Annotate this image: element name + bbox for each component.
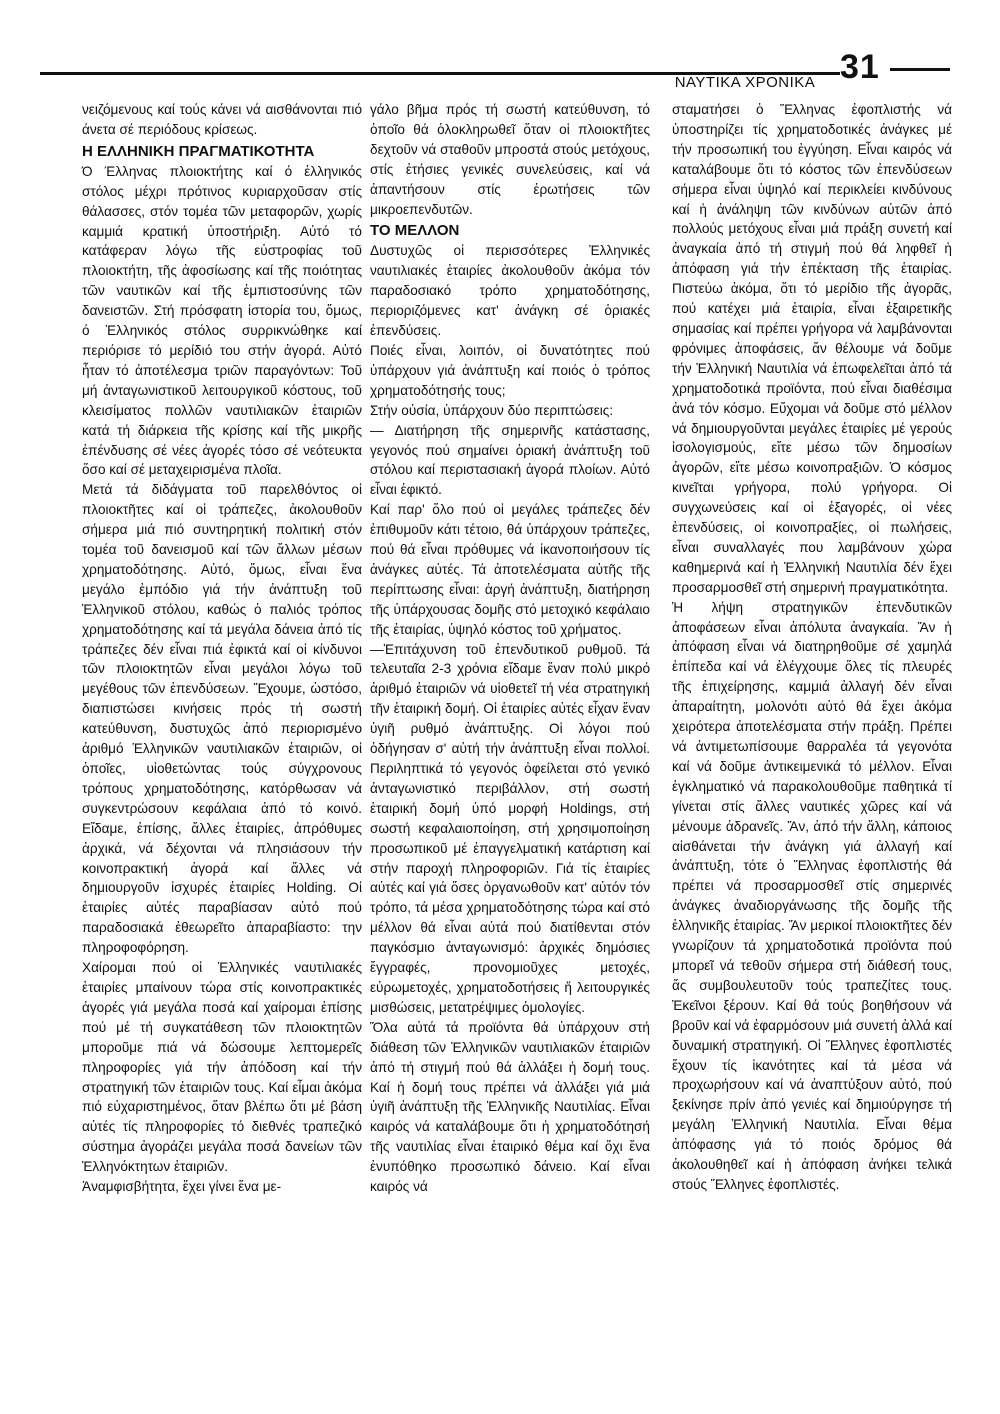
header-rule-right xyxy=(890,68,950,71)
section-heading-future: ΤΟ ΜΕΛΛΟΝ xyxy=(370,222,460,240)
paragraph: νειζόμενους καί τούς κάνει νά αισθάνονται πιό άνετα σέ περιόδους κρίσεως. xyxy=(82,102,362,137)
paragraph: —Ἐπιτάχυνση τοῦ ἐπενδυτικοῦ ρυθμοῦ. Τά τελευταῖα 2-3 χρόνια εἴδαμε ἕναν πολύ μικρό ἀριθμό ἑταιριῶν νά υἱοθετεῖ τή νέα στρατηγική τῆν ἑταιρική δομή. Οἱ ἑταιρίες αὐτές εἶχαν ἕναν ὑγιῆ ρυθμό ἀνάπτυξης. Οἱ λόγοι πού ὁδήγησαν σ' αὐτή τήν ἀνάπτυξη εἶναι πολλοί. Περιληπτικά τό γεγονός ὀφείλεται στό γενικό ἀνταγωνιστικό περιβάλλον, στή σωστή ἑταιρική δομή ὑπό μορφή Holdings, στή σωστή κεφαλαιοποίηση, στή χρησιμοποίηση προσωπικοῦ μέ ἐπαγγελματική κατάρτιση καί στήν παροχή πληροφοριῶν. Γιά τίς ἑταιρίες αὐτές καί γιά ὅσες ὀργανωθοῦν κατ' αὐτόν τόν τρόπο, τά μέσα χρηματοδότησης τώρα καί στό μέλλον θά εἶναι αὐτά πού διατίθενται στόν παγκόσμιο ἀνταγωνισμό: ἀρχικές δημόσιες ἔγγραφές, προνομιοῦχες μετοχές, εὐρωμετοχές, χρηματοδοτήσεις ἤ λειτουργικές μισθώσεις, μετατρέψιμες ὁμολογίες. xyxy=(370,641,650,1015)
paragraph: Καί παρ' ὅλο πού οἱ μεγάλες τράπεζες δέν ἐπιθυμοῦν κάτι τέτοιο, θά ὑπάρχουν τράπεζες, πού θά εἶναι πρόθυμες νά ἱκανοποιήσουν τίς ἀνάγκες αὐτές. Τά ἀποτελέσματα αὐτῆς τῆς περίπτωσης εἶναι: ἀργή ἀνάπτυξη, διατήρηση τῆς ὑπάρχουσας δομῆς στό μετοχικό κεφάλαιο τῆς ἑταιρίας, ὑψηλό κόστος τοῦ χρήματος. xyxy=(370,502,650,637)
paragraph: Στήν οὐσία, ὑπάρχουν δύο περιπτώσεις: xyxy=(370,402,614,418)
paragraph: Μετά τά διδάγματα τοῦ παρελθόντος οἱ πλοιοκτῆτες καί οἱ τράπεζες, ἀκολουθοῦν σήμερα μιά πιό συντηρητική πολιτική στόν τομέα τοῦ δανεισμοῦ καί τῶν ἄλλων μέσων χρηματοδότησης. Αὐτό, ὅμως, εἶναι ἕνα μεγάλο ἐμπόδιο γιά τήν ἀνάπτυξη τοῦ Ἑλληνικοῦ στόλου, καθώς ὁ παλιός τρόπος χρηματοδότησης καί τά μεγάλα δάνεια ἀπό τίς τράπεζες δέν εἶναι πιά ἐφικτά καί οἱ κίνδυνοι τῶν πλοιοκτητῶν εἶναι μεγάλοι λόγω τοῦ μεγέθους τῶν ἐπενδύσεων. Ἔχουμε, ὡστόσο, διαπιστώσει κινήσεις πρός τή σωστή κατεύθυνση, δυστυχῶς ἀπό περιορισμένο ἀριθμό Ἑλληνικῶν ναυτιλιακῶν ἑταιριῶν, οἱ ὁποῖες, υἱοθετώντας τούς σύγχρονους τρόπους χρηματοδότησης, κατόρθωσαν νά συγκεντρώσουν κεφάλαια ἀπό τό κοινό. Εἴδαμε, ἐπίσης, ἄλλες ἑταιρίες, ἀπρόθυμες ἀρχικά, νά δέχονται νά πλησιάσουν τήν κοινοπρακτική ἀγορά καί ἄλλες νά δημιουργοῦν ἰσχυρές ἑταιρίες Holding. Οἱ ἑταιρίες αὐτές παραβίασαν αὐτό πού παραδοσιακά ἐθεωρεῖτο ἀπαραβίαστο: την πληροφοφόρηση. xyxy=(82,482,362,956)
paragraph: Ἡ λήψη στρατηγικῶν ἐπενδυτικῶν ἀποφάσεων εἶναι ἀπόλυτα ἀναγκαία. Ἄν ἡ ἀπόφαση εἶναι νά διατηρηθοῦμε σέ χαμηλά ἐπίπεδα καί νά ἐλέγχουμε ὅλες τίς πλευρές τῆς ἐπιχείρησης, καμμιά ἀλλαγή δέν εἶναι ἀπαραίτητη, μολονότι αὐτό θά ἔχει ἀκόμα χειρότερα ἀποτελέσματα στήν πράξη. Πρέπει νά ἀντιμετωπίσουμε θαρραλέα τά γεγονότα καί νά δοῦμε ἀντικειμενικά τό μέλλον. Εἶναι ἐγκληματικό νά παρακολουθοῦμε παθητικά τί γίνεται στίς ἄλλες ναυτικές χῶρες καί νά μένουμε ἀδρανεῖς. Ἄν, ἀπό τήν ἄλλη, κάποιος αἰσθάνεται τήν ἀνάγκη γιά ἀλλαγή καί ἀνάπτυξη, τότε ὁ Ἕλληνας ἐφοπλιστής θά πρέπει νά προσαρμοσθεῖ στίς σημερινές ἀνάγκες ἀναδιοργάνωσης τῆς δομῆς τῆς ἑλληνικῆς ἑταιρίας. Ἄν μερικοί πλοιοκτῆτες δέν γνωρίζουν τά χρηματοδοτικά προϊόντα πού μπορεῖ νά τεθοῦν σήμερα στή διάθεσή τους, ἄς συμβουλευτοῦν τούς τραπεζίτες τους. Ἐκεῖνοι ξέρουν. Καί θά τούς βοηθήσουν νά βροῦν καί νά ἐφαρμόσουν μιά συνετή ἀλλά καί δυναμική στρατηγική. Οἱ Ἕλληνες ἐφοπλιστές ἔχουν τίς ἱκανότητες καί τά μέσα νά προχωρήσουν καί νά ἀναπτύξουν αὐτό, πού ξεκίνησε πρίν ἀπό γενιές καί δημιούργησε τή μεγάλη Ἑλληνική Ναυτιλία. Εἶναι θέμα ἀπόφασης γιά τό ποιός δρόμος θά ἀκολουθηθεῖ καί ἡ ἀπόφαση ἀνήκει τελικά στούς Ἕλληνες ἐφοπλιστές. xyxy=(672,599,952,1192)
paragraph: Ό Έλληνας πλοιοκτήτης καί ό ἑλληνικός στόλος μέχρι πρότινος κυριαρχοῦσαν στίς θάλασσες, στόν τομέα τῶν μεταφορῶν, χωρίς καμμιά κρατική ὑποστήριξη. Αὐτό τό κατάφεραν λόγω τῆς εὐστροφίας τοῦ πλοιοκτήτη, τῆς ἀφοσίωσης καί τῆς ποιότητας τῶν ναυτικῶν καί τῆς ἐμπιστοσύνης τῶν δανειστῶν. Στή πρόσφατη ἱστορία του, ὅμως, ό Ἑλληνικός στόλος συρρικνώθηκε καί περιόρισε τό μερίδιό του στήν ἀγορά. Αὐτό ἦταν τό ἀποτέλεσμα τριῶν παραγόντων: Τοῦ μή ἀνταγωνιστικοῦ λειτουργικοῦ κόστους, τοῦ κλεισίματος πολλῶν ναυτιλιακῶν ἑταιριῶν κατά τή διάρκεια τῆς κρίσης καί τῆς μικρῆς ἐπένδυσης σέ νέες ἀγορές τόσο σέ νεότευκτα ὅσο καί σέ μεταχειρισμένα πλοῖα. xyxy=(82,163,362,478)
paragraph: Χαίρομαι πού οἱ Ἑλληνικές ναυτιλιακές ἑταιρίες μπαίνουν τώρα στίς κοινοπρακτικές ἀγορές γιά μεγάλα ποσά καί χαίρομαι ἐπίσης πού μέ τή συγκατάθεση τῶν πλοιοκτητῶν μποροῦμε πιά νά δώσουμε λεπτομερεῖς πληροφορίες γιά τήν ἀπόδοση καί τήν στρατηγική τῶν ἑταιριῶν τους. Καί εἶμαι ἀκόμα πιό εὐχαριστημένος, ὅταν βλέπω ὅτι μέ βάση αὐτές τίς πληροφορίες τό διεθνές τραπεζικό σύστημα ἀγοράζει μεγάλα ποσά δανείων τῶν Ἑλληνόκτητων ἑταιριῶν. xyxy=(82,960,362,1175)
article-column-2 xyxy=(370,100,650,1197)
page-number: 31 xyxy=(840,48,880,86)
paragraph: Ὅλα αὐτά τά προϊόντα θά ὑπάρχουν στή διάθεση τῶν Ἑλληνικῶν ναυτιλιακῶν ἑταιριῶν ἀπό τή στιγμή πού θά ἀλλάξει ἡ δομή τους. Καί ἡ δομή τους πρέπει νά ἀλλάξει γιά μιά ὑγιῆ ἀνάπτυξη τῆς Ἑλληνικῆς Ναυτιλίας. Εἶναι καιρός νά καταλάβουμε ὅτι ἡ χρηματοδότησή τῆς ναυτιλίας εἶναι ἑταιρικό θέμα καί ὄχι ἕνα ἐνυπόθηκο προσωπικό δάνειο. Καί εἶναι καιρός νά xyxy=(370,1019,650,1195)
paragraph: — Διατήρηση τῆς σημερινῆς κατάστασης, γεγονός πού σημαίνει ὁριακή ἀνάπτυξη τοῦ στόλου καί περιστασιακή ἀγορά πλοίων. Αὐτό εἶναι ἐφικτό. xyxy=(370,422,650,498)
paragraph: Ποιές εἶναι, λοιπόν, οἱ δυνατότητες πού ὑπάρχουν γιά ἀνάπτυξη καί ποιός ὁ τρόπος χρηματοδότησής τους; xyxy=(370,342,650,398)
magazine-name: ΝΑΥΤΙΚΑ ΧΡΟΝΙΚΑ xyxy=(674,74,816,91)
paragraph: σταματήσει ὁ Ἕλληνας ἐφοπλιστής νά ὑποστηρίζει τίς χρηματοδοτικές ἀνάγκες μέ τήν προσωπική του ἐγγύηση. Εἶναι καιρός νά καταλάβουμε ὅτι τό κόστος τῶν ἐπενδύσεων σήμερα εἶναι ὑψηλό καί περικλείει κινδύνους καί ἡ ἀνάληψη τῶν κινδύνων αὐτῶν ἀπό πολλούς μετόχους εἶναι μιά πράξη συνετή καί ἀναγκαία ἀπό τή στιγμή πού θά ληφθεῖ ἡ ἀπόφαση γιά τήν ἐπέκταση τῆς ἑταιρίας. Πιστεύω ἀκόμα, ὅτι τό μερίδιο τῆς ἀγορᾶς, πού κατέχει μιά ἑταιρία, εἶναι ἐξαιρετικῆς σημασίας καί πρέπει γρήγορα νά λαμβάνονται φρόνιμες ἀποφάσεις, ἄν θέλουμε νά δοῦμε τήν Ἑλληνική Ναυτιλία νά ἐπωφελεῖται ἀπό τά χρηματοδοτικά προϊόντα, πού εἶναι διαθέσιμα ἀνά τόν κόσμο. Εὔχομαι νά δοῦμε στό μέλλον νά δημιουργοῦνται μεγάλες ἑταιρίες μέ γερούς ἰσολογισμούς, εἴτε μέσω τῶν δημοσίων ἀγορῶν, εἴτε μέσω κοινοπραξιῶν. Ὁ κόσμος κινεῖται γρήγορα, πολύ γρήγορα. Οἱ συγχωνεύσεις καί οἱ ἐξαγορές, οἱ νέες ἐπενδύσεις, οἱ κοινοπραξίες, οἱ πωλήσεις, εἶναι συναλλαγές που λαμβάνουν χώρα καθημερινά καί ἡ Ἑλληνική Ναυτιλία δέν ἔχει προσαρμοσθεῖ στή σημερινή πραγματικότητα. xyxy=(672,102,952,595)
section-heading-greek-reality: Η ΕΛΛΗΝΙΚΗ ΠΡΑΓΜΑΤΙΚΟΤΗΤΑ xyxy=(82,142,315,160)
paragraph: Ἀναμφισβήτητα, ἔχει γίνει ἕνα με- xyxy=(82,1179,282,1195)
article-column-1 xyxy=(82,100,362,1197)
paragraph: Δυστυχῶς οἱ περισσότερες Ἑλληνικές ναυτιλιακές ἑταιρίες ἀκολουθοῦν ἀκόμα τόν παραδοσιακό τρόπο χρηματοδότησης, περιοριζόμενες κατ' ἀνάγκη σέ ὁριακές ἐπενδύσεις. xyxy=(370,243,650,339)
paragraph: γάλο βῆμα πρός τή σωστή κατεύθυνση, τό ὁποῖο θά ὁλοκληρωθεῖ ὅταν οἱ πλοιοκτῆτες δεχτοῦν νά σταθοῦν μπροστά στούς μετόχους, στίς ἐτήσιες γενικές συνελεύσεις, καί νά ἀπαντήσουν στίς ἐρωτήσεις τῶν μικροεπενδυτῶν. xyxy=(370,102,650,217)
article-column-3 xyxy=(672,100,952,1195)
